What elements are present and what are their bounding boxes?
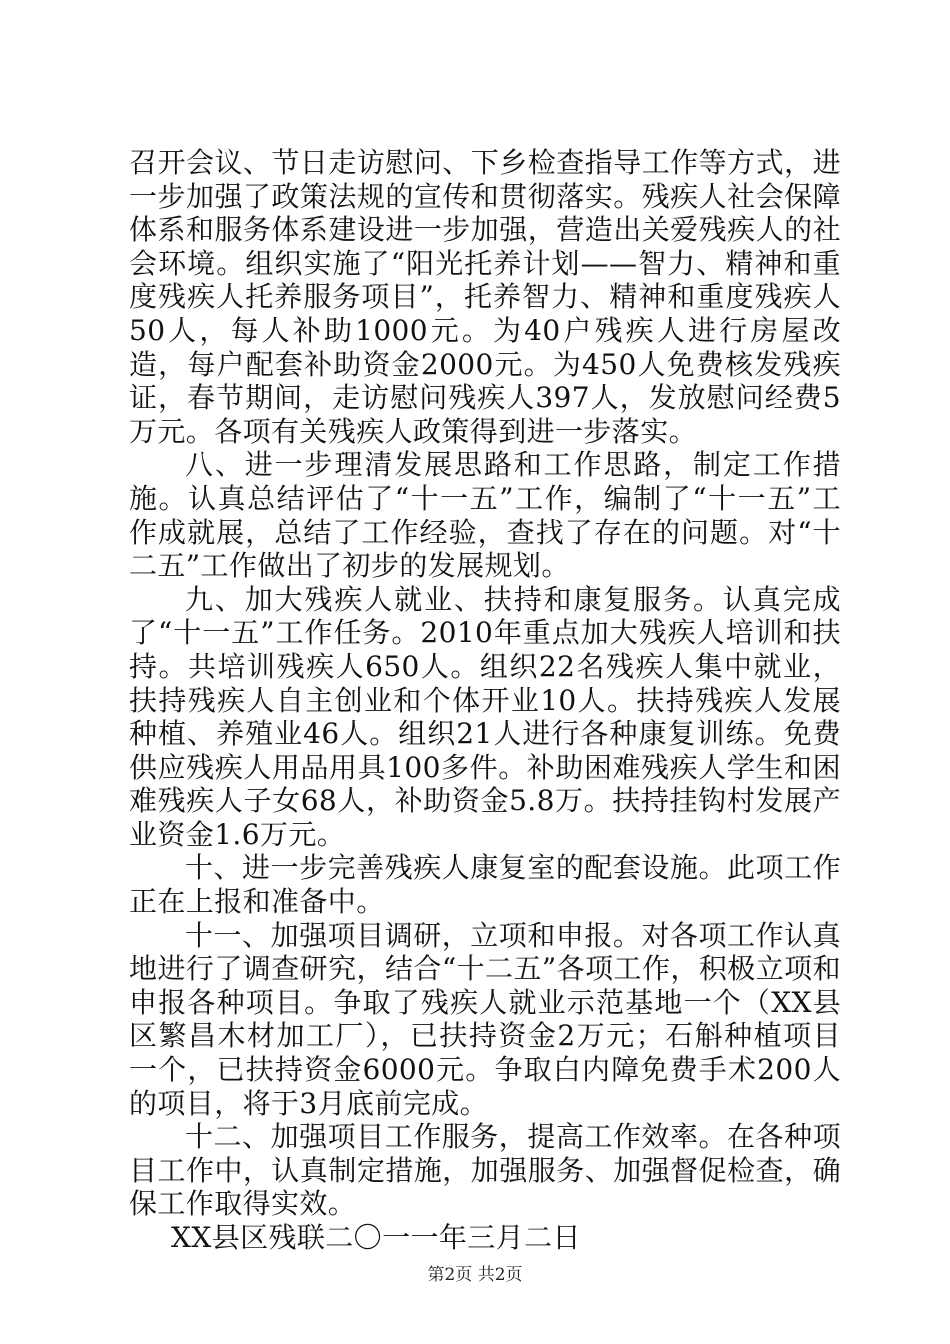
paragraph-section-9: 九、加大残疾人就业、扶持和康复服务。认真完成了“十一五”工作任务。2010年重点加大残疾人培训和扶持。共培训残疾人650人。组织22名残疾人集中就业，扶持残疾人自主创业和个体开业10人。扶持残疾人发展种植、养殖业46人。组织21人进行各种康复训练。免费供应残疾人用品用具100多件。补助困难残疾人学生和困难残疾人子女68人，补助资金5.8万。扶持挂钩村发展产业资金1.6万元。: [129, 582, 841, 851]
paragraph-policy-implementation: 召开会议、节日走访慰问、下乡检查指导工作等方式，进一步加强了政策法规的宣传和贯彻落实。残疾人社会保障体系和服务体系建设进一步加强，营造出关爱残疾人的社会环境。组织实施了“阳光托养计划——智力、精神和重度残疾人托养服务项目”，托养智力、精神和重度残疾人50人，每人补助1000元。为40户残疾人进行房屋改造，每户配套补助资金2000元。为450人免费核发残疾证，春节期间，走访慰问残疾人397人，发放慰问经费5万元。各项有关残疾人政策得到进一步落实。: [129, 146, 841, 448]
paragraph-section-11: 十一、加强项目调研，立项和申报。对各项工作认真地进行了调查研究，结合“十二五”各项工作，积极立项和申报各种项目。争取了残疾人就业示范基地一个（XX县区繁昌木材加工厂），已扶持资金2万元；石斛种植项目一个，已扶持资金6000元。争取白内障免费手术200人的项目，将于3月底前完成。: [129, 918, 841, 1120]
paragraph-section-12: 十二、加强项目工作服务，提高工作效率。在各种项目工作中，认真制定措施，加强服务、加强督促检查，确保工作取得实效。: [129, 1120, 841, 1221]
paragraph-section-8: 八、进一步理清发展思路和工作思路，制定工作措施。认真总结评估了“十一五”工作，编制了“十一五”工作成就展，总结了工作经验，查找了存在的问题。对“十二五”工作做出了初步的发展规划。: [129, 448, 841, 583]
page-number-footer: 第2页 共2页: [427, 1265, 523, 1285]
signature-line: XX县区残联二〇一一年三月二日: [171, 1221, 581, 1254]
document-body: [129, 146, 841, 1255]
paragraph-section-10: 十、进一步完善残疾人康复室的配套设施。此项工作正在上报和准备中。: [129, 851, 841, 919]
